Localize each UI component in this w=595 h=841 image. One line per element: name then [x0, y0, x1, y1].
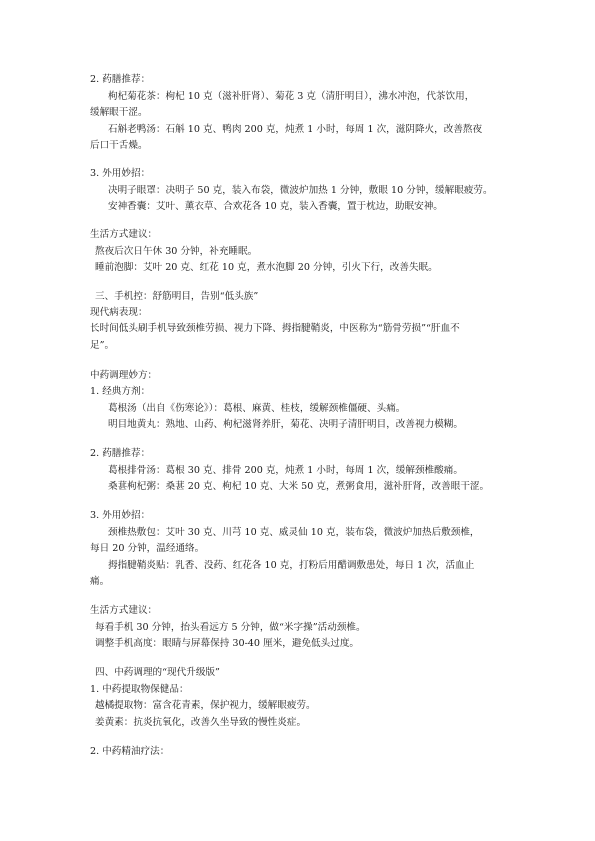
- text-line: 缓解眼干涩。: [90, 107, 148, 118]
- section-heading-phone-users: 三、手机控：舒筋明目，告别“低头族”: [95, 291, 259, 302]
- text-line: 拇指腱鞘炎贴：乳香、没药、红花各 10 克，打粉后用醋调敷患处，每日 1 次，活血止: [108, 560, 475, 571]
- text-line: 安神香囊：艾叶、薰衣草、合欢花各 10 克，装入香囊，置于枕边，助眠安神。: [108, 201, 443, 212]
- heading-external-remedies: 3. 外用妙招：: [90, 510, 151, 521]
- text-line: 后口干舌燥。: [90, 140, 148, 151]
- text-line: 姜黄素：抗炎抗氧化，改善久坐导致的慢性炎症。: [95, 717, 307, 728]
- heading-herbal-diet: 2. 药膳推荐：: [90, 74, 151, 85]
- heading-classic-formulas: 1. 经典方剂：: [90, 386, 151, 397]
- text-line: 颈椎热敷包：艾叶 30 克、川芎 10 克、威灵仙 10 克，装布袋，微波炉加热后敷颈椎，: [108, 527, 480, 538]
- text-line: 决明子眼罩：决明子 50 克，装入布袋，微波炉加热 1 分钟，敷眼 10 分钟，缓解眼疲劳。: [108, 185, 493, 196]
- subheading-tcm-remedies: 中药调理妙方：: [90, 370, 158, 381]
- text-line: 长时间低头刷手机导致颈椎劳损、视力下降、拇指腱鞘炎，中医称为“筋骨劳损”“肝血不: [90, 323, 460, 334]
- text-line: 睡前泡脚：艾叶 20 克、红花 10 克，煮水泡脚 20 分钟，引火下行，改善失眠。: [95, 262, 438, 273]
- text-line: 明目地黄丸：熟地、山药、枸杞滋肾养肝，菊花、决明子清肝明目，改善视力模糊。: [108, 419, 463, 430]
- section-heading-modern-upgrade: 四、中药调理的“现代升级版”: [95, 667, 220, 678]
- text-line: 石斛老鸭汤：石斛 10 克、鸭肉 200 克，炖煮 1 小时，每周 1 次，滋阴降火，改善熬夜: [108, 124, 483, 135]
- heading-herbal-diet: 2. 药膳推荐：: [90, 448, 151, 459]
- heading-essential-oil-therapy: 2. 中药精油疗法：: [90, 746, 170, 757]
- text-line: 足”。: [90, 340, 115, 351]
- heading-extract-supplements: 1. 中药提取物保健品：: [90, 684, 189, 695]
- text-line: 枸杞菊花茶：枸杞 10 克（滋补肝肾）、菊花 3 克（清肝明目），沸水冲泡，代茶饮用，: [108, 91, 475, 102]
- text-line: 熬夜后次日午休 30 分钟，补充睡眠。: [95, 246, 258, 257]
- subheading-symptoms: 现代病表现：: [90, 307, 148, 318]
- text-line: 越橘提取物：富含花青素，保护视力，缓解眼疲劳。: [95, 700, 316, 711]
- text-line: 每日 20 分钟，温经通络。: [90, 543, 205, 554]
- heading-lifestyle-advice: 生活方式建议：: [90, 229, 158, 240]
- text-line: 痛。: [90, 576, 110, 587]
- text-line: 每看手机 30 分钟，抬头看远方 5 分钟，做“米字操”活动颈椎。: [95, 622, 366, 633]
- text-line: 葛根汤（出自《伤寒论》）：葛根、麻黄、桂枝，缓解颈椎僵硬、头痛。: [108, 403, 406, 414]
- text-line: 桑葚枸杞粥：桑葚 20 克、枸杞 10 克、大米 50 克，煮粥食用，滋补肝肾，改善眼干涩。: [108, 481, 490, 492]
- heading-external-remedies: 3. 外用妙招：: [90, 168, 151, 179]
- heading-lifestyle-advice: 生活方式建议：: [90, 605, 158, 616]
- text-line: 调整手机高度：眼睛与屏幕保持 30-40 厘米，避免低头过度。: [95, 638, 360, 649]
- text-line: 葛根排骨汤：葛根 30 克、排骨 200 克，炖煮 1 小时，每周 1 次，缓解颈椎酸痛。: [108, 465, 463, 476]
